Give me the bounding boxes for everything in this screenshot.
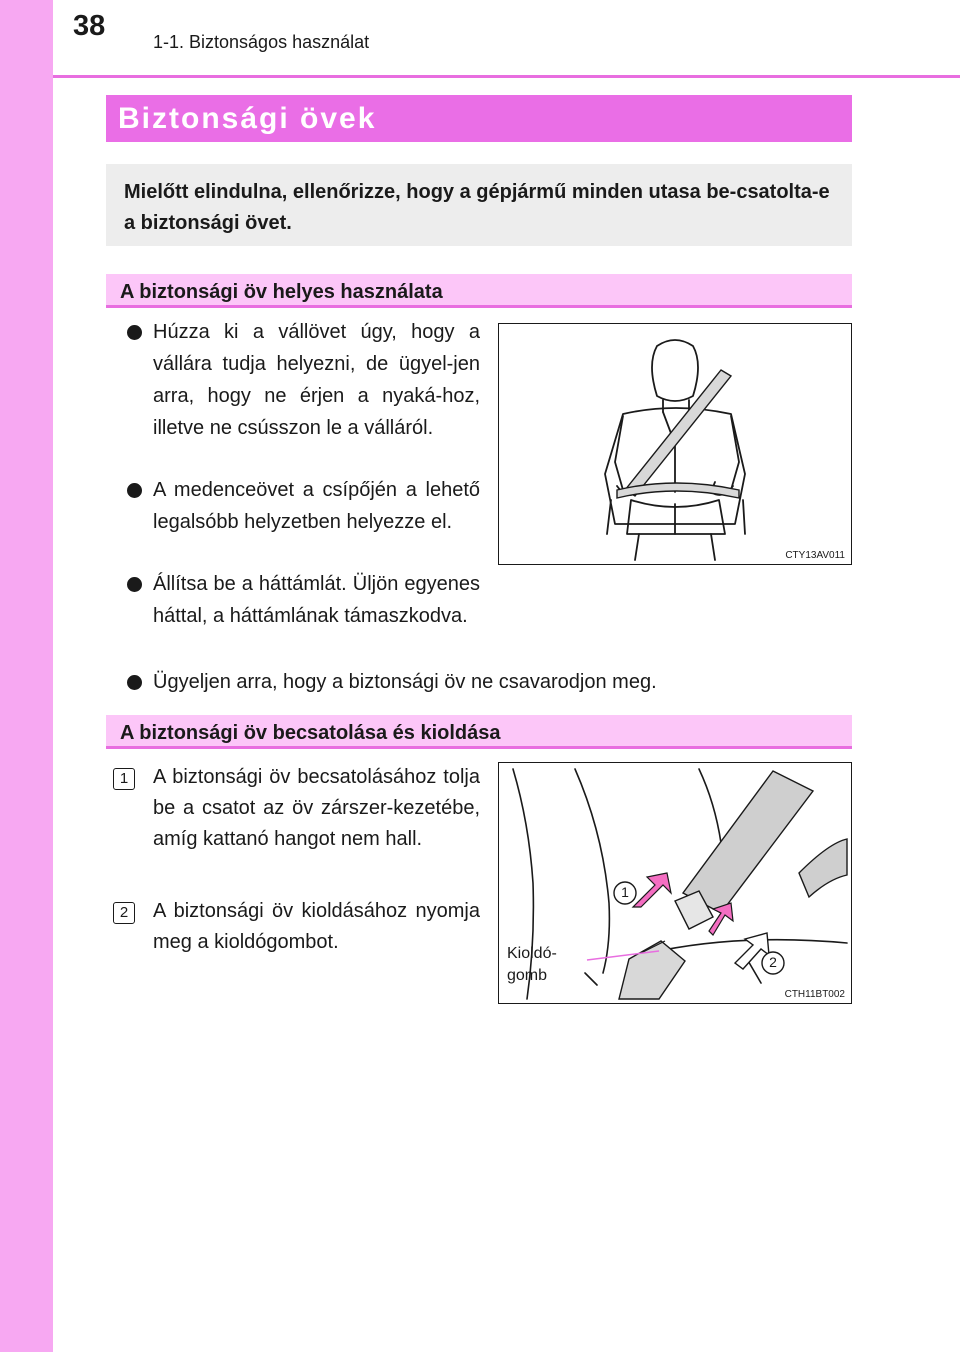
step-text: A biztonsági öv kioldásához nyomja meg a kioldógombot. — [153, 900, 480, 953]
bullet-text: Húzza ki a vállövet úgy, hogy a vállára tudja helyezni, de ügyel-jen arra, hogy ne érjen a nyaká-hoz, illetve ne csússzon le a válláról. — [153, 321, 480, 439]
section-title-buckle: A biztonsági öv becsatolása és kioldása — [120, 722, 501, 744]
step-number: 1 — [113, 768, 135, 790]
page-title-bar — [106, 95, 852, 142]
callout-1: 1 — [621, 884, 629, 900]
section-title-usage: A biztonsági öv helyes használata — [120, 281, 443, 303]
bullet-item — [127, 474, 480, 538]
figure-code: CTY13AV011 — [785, 550, 845, 561]
header-rule — [53, 75, 960, 78]
release-button-label: Kioldó-gomb — [507, 945, 557, 984]
step-text: A biztonsági öv becsatolásához tolja be a csatot az öv zárszer-kezetébe, amíg kattanó hangot nem hall. — [153, 766, 480, 850]
chapter-title: 1-1. Biztonságos használat — [153, 32, 370, 52]
section-header-buckle — [106, 715, 852, 749]
page-title: Biztonsági övek — [118, 102, 377, 135]
step-item — [113, 762, 480, 855]
bullet-text: A medenceövet a csípőjén a lehető legalsóbb helyzetben helyezze el. — [153, 479, 480, 533]
bullet-item — [127, 568, 480, 632]
bullet-text: Ügyeljen arra, hogy a biztonsági öv ne csavarodjon meg. — [153, 671, 657, 693]
bullet-item — [127, 666, 767, 698]
bullet-dot — [127, 483, 142, 498]
intro-text: Mielőtt elindulna, ellenőrizze, hogy a gépjármű minden utasa be-csatolta-e a biztonsági övet. — [124, 181, 830, 234]
figure-buckle — [498, 762, 852, 1004]
page-number: 38 — [73, 10, 106, 42]
step-item — [113, 896, 480, 958]
step-number: 2 — [113, 902, 135, 924]
figure-seated-person — [498, 323, 852, 565]
bullet-item — [127, 316, 480, 444]
bullet-dot — [127, 325, 142, 340]
side-strip — [0, 0, 53, 1352]
seated-person-illustration — [499, 324, 851, 564]
callout-2: 2 — [769, 954, 777, 970]
bullet-dot — [127, 675, 142, 690]
figure-code: CTH11BT002 — [784, 989, 845, 1000]
intro-box — [106, 164, 852, 246]
bullet-text: Állítsa be a háttámlát. Üljön egyenes háttal, a háttámlának támaszkodva. — [153, 573, 480, 627]
section-header-usage — [106, 274, 852, 308]
bullet-dot — [127, 577, 142, 592]
